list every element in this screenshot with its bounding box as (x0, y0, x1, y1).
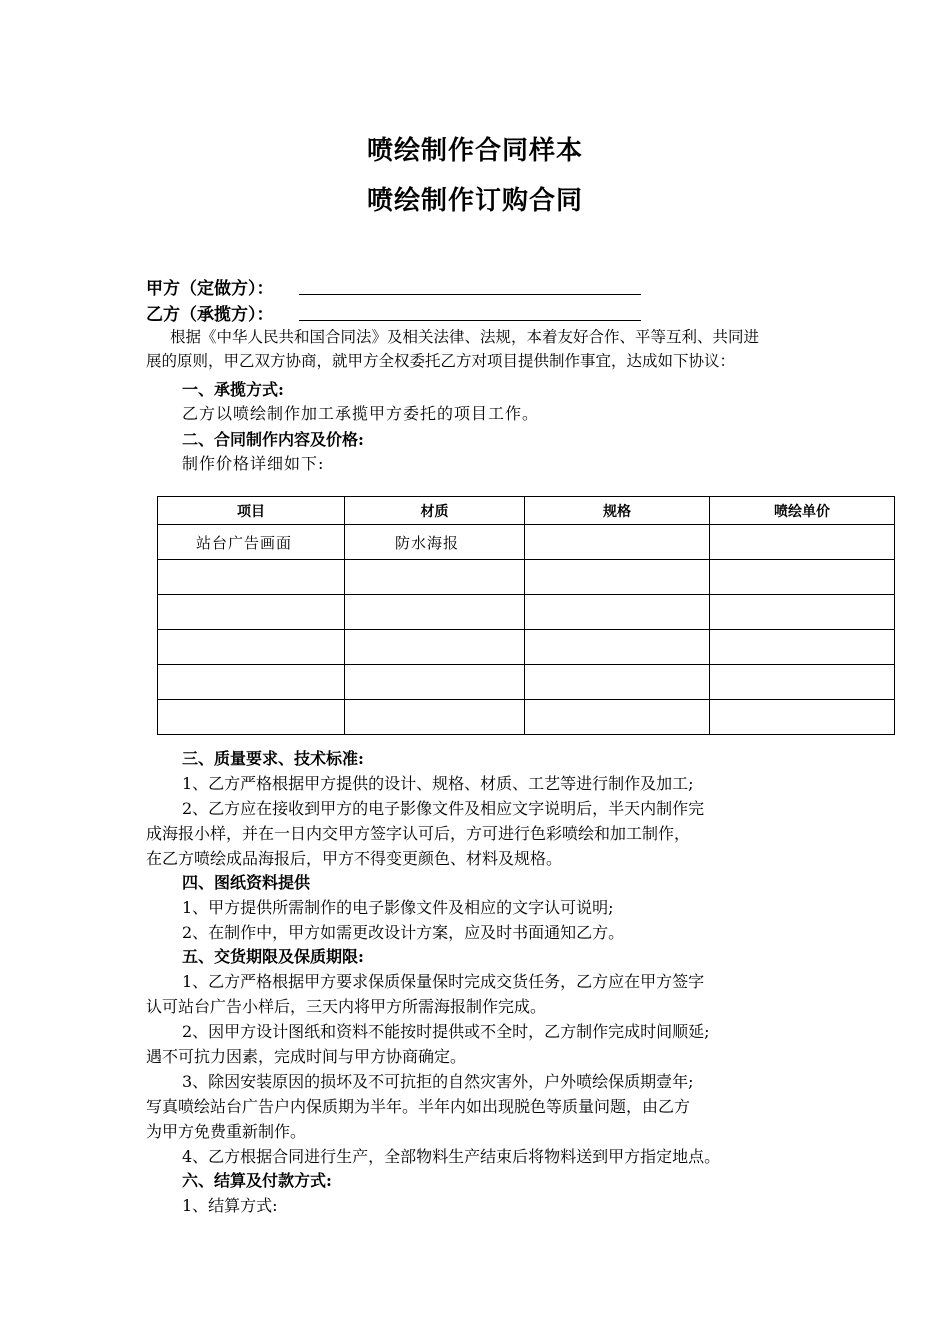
page-title: 喷绘制作合同样本 (366, 136, 583, 166)
table-row (158, 525, 895, 560)
party-a-blank-line (299, 294, 641, 295)
section-5-line: 4、乙方根据合同进行生产，全部物料生产结束后将物料送到甲方指定地点。 (182, 1147, 721, 1166)
table-header-cell: 规格 (525, 497, 710, 525)
intro-line-2: 展的原则，甲乙双方协商，就甲方全权委托乙方对项目提供制作事宜，达成如下协议： (146, 352, 736, 370)
table-row (158, 595, 895, 630)
party-b-blank-line (299, 320, 641, 321)
table-cell (158, 560, 345, 595)
table-cell (710, 525, 895, 560)
table-cell (525, 560, 710, 595)
section-5-line: 3、除因安装原因的损坏及不可抗拒的自然灾害外，户外喷绘保质期壹年; (182, 1072, 694, 1091)
table-row (158, 630, 895, 665)
table-cell (525, 595, 710, 630)
table-cell (525, 525, 710, 560)
table-header-cell: 材质 (345, 497, 525, 525)
party-b-label: 乙方（承揽方）： (146, 305, 274, 325)
table-cell (710, 560, 895, 595)
table-cell: 防水海报 (345, 525, 525, 560)
intro-line-1: 根据《中华人民共和国合同法》及相关法律、法规，本着友好合作、平等互利、共同进 (170, 328, 760, 346)
table-row (158, 560, 895, 595)
section-4-heading: 四、图纸资料提供 (182, 873, 311, 892)
table-header-row (158, 497, 895, 525)
section-1-text: 乙方以喷绘制作加工承揽甲方委托的项目工作。 (182, 404, 540, 423)
table-cell (525, 700, 710, 735)
table-cell (710, 700, 895, 735)
section-5-heading: 五、交货期限及保质期限: (182, 947, 364, 966)
section-5-line: 2、因甲方设计图纸和资料不能按时提供或不全时，乙方制作完成时间顺延; (182, 1022, 710, 1041)
section-3-heading: 三、质量要求、技术标准: (182, 749, 364, 768)
price-table (157, 496, 895, 735)
section-5-line: 认可站台广告小样后，三天内将甲方所需海报制作完成。 (146, 997, 547, 1016)
table-cell (158, 595, 345, 630)
table-cell (710, 630, 895, 665)
table-cell (525, 665, 710, 700)
table-cell (710, 595, 895, 630)
section-4-line: 2、在制作中，甲方如需更改设计方案，应及时书面通知乙方。 (182, 923, 625, 942)
table-cell (525, 630, 710, 665)
table-cell (710, 665, 895, 700)
table-cell (345, 630, 525, 665)
table-cell (345, 665, 525, 700)
page-subtitle: 喷绘制作订购合同 (366, 186, 583, 216)
section-3-line: 1、乙方严格根据甲方提供的设计、规格、材质、工艺等进行制作及加工; (182, 774, 694, 793)
table-cell (345, 560, 525, 595)
party-a-label: 甲方（定做方）： (146, 279, 274, 299)
section-3-line: 2、乙方应在接收到甲方的电子影像文件及相应文字说明后，半天内制作完 (182, 799, 705, 818)
section-2-heading: 二、合同制作内容及价格: (182, 430, 364, 449)
table-cell (345, 700, 525, 735)
section-2-text: 制作价格详细如下: (182, 454, 325, 473)
section-3-line: 成海报小样，并在一日内交甲方签字认可后，方可进行色彩喷绘和加工制作， (146, 824, 691, 843)
table-cell (345, 595, 525, 630)
section-1-heading: 一、承揽方式: (182, 380, 284, 399)
section-5-line: 1、乙方严格根据甲方要求保质保量保时完成交货任务，乙方应在甲方签字 (182, 972, 705, 991)
table-cell: 站台广告画面 (158, 525, 345, 560)
section-4-line: 1、甲方提供所需制作的电子影像文件及相应的文字认可说明; (182, 898, 614, 917)
table-cell (158, 630, 345, 665)
table-header-cell: 项目 (158, 497, 345, 525)
section-5-line: 为甲方免费重新制作。 (146, 1122, 307, 1141)
section-6-line: 1、结算方式: (182, 1196, 278, 1215)
section-6-heading: 六、结算及付款方式: (182, 1171, 332, 1190)
table-cell (158, 665, 345, 700)
section-3-line: 在乙方喷绘成品海报后，甲方不得变更颜色、材料及规格。 (146, 849, 563, 868)
table-cell (158, 700, 345, 735)
table-header-cell: 喷绘单价 (710, 497, 895, 525)
section-5-line: 写真喷绘站台广告户内保质期为半年。半年内如出现脱色等质量问题，由乙方 (146, 1097, 691, 1116)
section-5-line: 遇不可抗力因素，完成时间与甲方协商确定。 (146, 1047, 467, 1066)
table-row (158, 700, 895, 735)
table-row (158, 665, 895, 700)
